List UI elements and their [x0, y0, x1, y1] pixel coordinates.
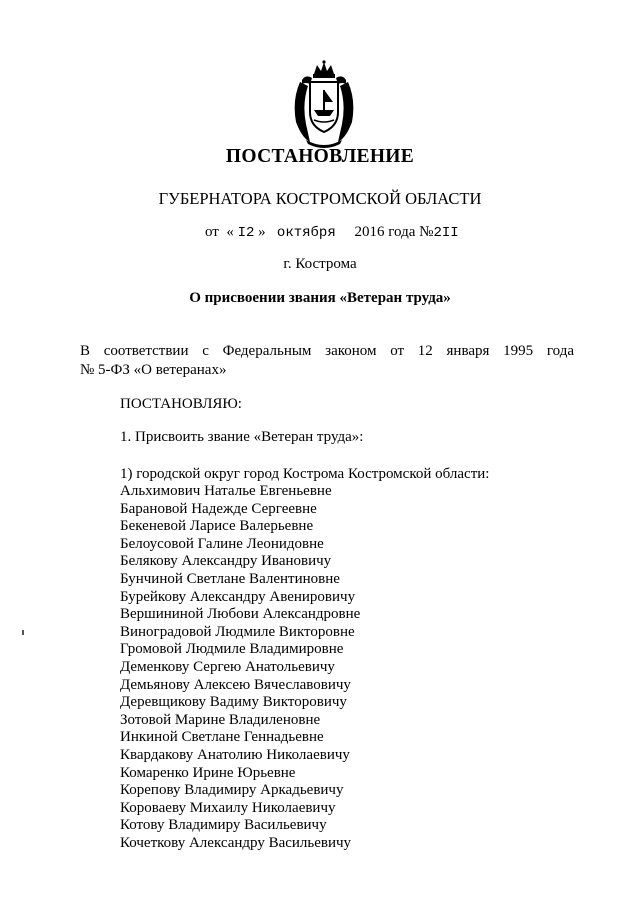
document-date-line — [205, 224, 459, 241]
list-item: Бекеневой Ларисе Валерьевне — [120, 518, 314, 535]
list-item: Кочеткову Александру Васильевичу — [120, 834, 352, 851]
list-item: Короваеву Михаилу Николаевичу — [120, 799, 336, 816]
document-title: ПОСТАНОВЛЕНИЕ — [225, 146, 415, 167]
list-item: Белоусовой Галине Леонидовне — [120, 535, 324, 552]
intro-paragraph-line-2: № 5-ФЗ «О ветеранах» — [80, 362, 227, 378]
district-heading: 1) городской округ город Кострома Костромской области: — [120, 466, 490, 482]
list-item: Бунчиной Светлане Валентиновне — [120, 570, 340, 587]
date-year: 2016 года № — [354, 224, 434, 240]
list-item: Зотовой Марине Владиленовне — [120, 711, 321, 728]
date-day-close: » — [258, 224, 266, 240]
recipients-list — [120, 483, 360, 852]
list-item: Виноградовой Людмиле Викторовне — [120, 623, 355, 640]
scan-speck — [22, 630, 24, 635]
document-city: г. Кострома — [283, 256, 357, 272]
decree-heading: ПОСТАНОВЛЯЮ: — [120, 396, 242, 412]
list-item: Бурейкову Александру Авенировичу — [120, 588, 356, 605]
list-item: Альхимович Наталье Евгеньевне — [120, 483, 332, 499]
list-item: Деревщикову Вадиму Викторовичу — [120, 694, 347, 711]
coat-of-arms-icon — [286, 60, 362, 150]
list-item: Квардакову Анатолию Николаевичу — [120, 746, 350, 763]
intro-paragraph-line-1: В соответствии с Федеральным законом от 12 января 1995 года — [80, 343, 574, 359]
list-item: Громовой Людмиле Владимировне — [120, 641, 344, 658]
document-subject: О присвоении звания «Ветеран труда» — [189, 290, 451, 306]
list-item: Вершининой Любови Александровне — [120, 606, 361, 623]
date-day: I2 — [237, 225, 255, 241]
list-item: Деменкову Сергею Анатольевичу — [120, 658, 335, 675]
date-prefix: от — [205, 224, 219, 240]
list-item: Барановой Надежде Сергеевне — [120, 500, 317, 517]
date-month: октября — [276, 225, 336, 241]
list-item: Белякову Александру Ивановичу — [120, 553, 332, 570]
date-day-open: « — [226, 224, 234, 240]
clause-1: 1. Присвоить звание «Ветеран труда»: — [120, 429, 364, 445]
list-item: Комаренко Ирине Юрьевне — [120, 764, 296, 781]
document-subtitle: ГУБЕРНАТОРА КОСТРОМСКОЙ ОБЛАСТИ — [158, 189, 482, 208]
list-item: Демьянову Алексею Вячеславовичу — [120, 676, 351, 693]
list-item: Корепову Владимиру Аркадьевичу — [120, 782, 344, 799]
document-number: 2II — [433, 225, 459, 241]
list-item: Инкиной Светлане Геннадьевне — [120, 729, 324, 746]
list-item: Котову Владимиру Васильевичу — [120, 817, 327, 834]
